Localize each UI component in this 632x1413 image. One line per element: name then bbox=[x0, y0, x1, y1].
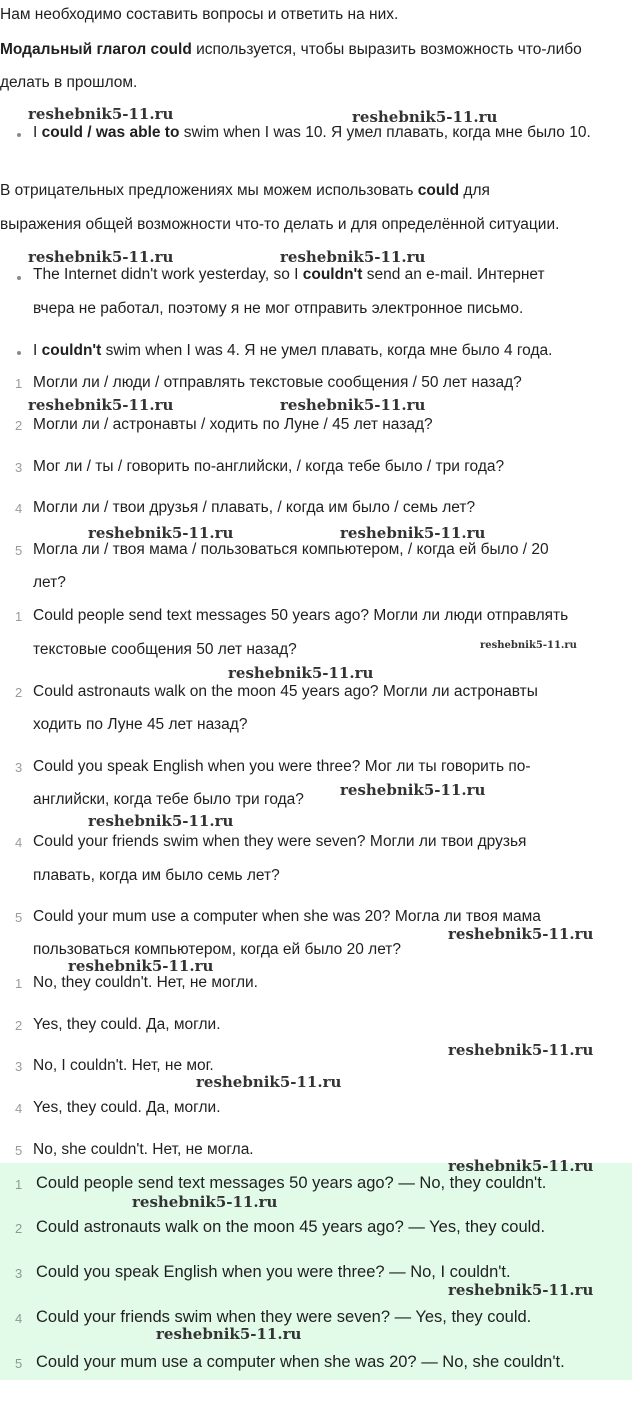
example-2-rest: send an e-mail. Интернет bbox=[362, 266, 545, 283]
watermark: reshebnik5-11.ru bbox=[340, 781, 486, 799]
watermark: reshebnik5-11.ru bbox=[88, 524, 234, 542]
final-number: 1 bbox=[15, 1177, 23, 1192]
question-line2: пользоваться компьютером, когда ей было 20 лет? bbox=[33, 941, 402, 958]
modal-bold: Модальный глагол could bbox=[0, 41, 192, 58]
watermark: reshebnik5-11.ru bbox=[28, 248, 174, 266]
question-line2: плавать, когда им было семь лет? bbox=[33, 867, 280, 884]
example-1 bbox=[33, 124, 591, 142]
prompt-number: 2 bbox=[15, 418, 23, 433]
answer-number: 5 bbox=[15, 1143, 23, 1158]
example-1-pre: I bbox=[33, 124, 42, 141]
modal-line1-rest: используется, чтобы выразить возможность что-либо bbox=[191, 41, 582, 58]
prompt-item: Могли ли / люди / отправлять текстовые сообщения / 50 лет назад? bbox=[33, 374, 522, 391]
watermark: reshebnik5-11.ru bbox=[448, 1281, 594, 1299]
answer-number: 1 bbox=[15, 976, 23, 991]
final-number: 3 bbox=[15, 1266, 23, 1281]
example-3 bbox=[33, 342, 552, 360]
watermark: reshebnik5-11.ru bbox=[280, 396, 426, 414]
answer-number: 4 bbox=[15, 1101, 23, 1116]
prompt-number: 1 bbox=[15, 376, 23, 391]
watermark: reshebnik5-11.ru bbox=[88, 812, 234, 830]
final-item: Could you speak English when you were three? — No, I couldn't. bbox=[36, 1263, 511, 1281]
question-line2: ходить по Луне 45 лет назад? bbox=[33, 716, 248, 733]
question-number: 5 bbox=[15, 910, 23, 925]
bullet-dot bbox=[17, 276, 21, 280]
watermark: reshebnik5-11.ru bbox=[340, 524, 486, 542]
question-line2: текстовые сообщения 50 лет назад? bbox=[33, 641, 297, 658]
example-2-bold: couldn't bbox=[302, 266, 363, 283]
prompt-number: 3 bbox=[15, 460, 23, 475]
example-2-line1 bbox=[33, 266, 545, 284]
prompt-item: Мог ли / ты / говорить по-английски, / когда тебе было / три года? bbox=[33, 458, 505, 475]
watermark: reshebnik5-11.ru bbox=[28, 105, 174, 123]
question-number: 3 bbox=[15, 760, 23, 775]
watermark: reshebnik5-11.ru bbox=[280, 248, 426, 266]
bullet-dot bbox=[17, 133, 21, 137]
question-line1: Could your friends swim when they were seven? Могли ли твои друзья bbox=[33, 833, 527, 850]
example-3-pre: I bbox=[33, 342, 42, 359]
example-1-rest: swim when I was 10. Я умел плавать, когда мне было 10. bbox=[179, 124, 591, 141]
answer-item: No, she couldn't. Нет, не могла. bbox=[33, 1141, 254, 1158]
negative-post: для bbox=[459, 182, 490, 199]
example-2-pre: The Internet didn't work yesterday, so I bbox=[33, 266, 303, 283]
negative-line2: выражения общей возможности что-то делать и для определённой ситуации. bbox=[0, 216, 560, 233]
question-line1: Could you speak English when you were three? Мог ли ты говорить по- bbox=[33, 758, 531, 775]
prompt-number: 4 bbox=[15, 501, 23, 516]
answer-item: Yes, they could. Да, могли. bbox=[33, 1016, 221, 1033]
question-number: 2 bbox=[15, 685, 23, 700]
answer-item: No, they couldn't. Нет, не могли. bbox=[33, 974, 258, 991]
question-number: 1 bbox=[15, 609, 23, 624]
watermark: reshebnik5-11.ru bbox=[352, 108, 498, 126]
answer-number: 3 bbox=[15, 1059, 23, 1074]
prompt-item: Могли ли / астронавты / ходить по Луне / 45 лет назад? bbox=[33, 416, 433, 433]
question-number: 4 bbox=[15, 835, 23, 850]
final-number: 2 bbox=[15, 1221, 23, 1236]
example-3-rest: swim when I was 4. Я не умел плавать, когда мне было 4 года. bbox=[101, 342, 553, 359]
negative-bold: could bbox=[417, 182, 460, 199]
watermark: reshebnik5-11.ru bbox=[480, 640, 577, 651]
watermark: reshebnik5-11.ru bbox=[228, 664, 374, 682]
watermark: reshebnik5-11.ru bbox=[68, 957, 214, 975]
watermark: reshebnik5-11.ru bbox=[196, 1073, 342, 1091]
final-number: 4 bbox=[15, 1311, 23, 1326]
prompt-item: Могли ли / твои друзья / плавать, / когда им было / семь лет? bbox=[33, 499, 476, 516]
final-item: Could people send text messages 50 years ago? — No, they couldn't. bbox=[36, 1174, 547, 1192]
negative-pre: В отрицательных предложениях мы можем использовать bbox=[0, 182, 418, 199]
bullet-dot bbox=[17, 351, 21, 355]
final-item: Could your friends swim when they were seven? — Yes, they could. bbox=[36, 1308, 532, 1326]
final-item: Could astronauts walk on the moon 45 years ago? — Yes, they could. bbox=[36, 1218, 546, 1236]
watermark: reshebnik5-11.ru bbox=[448, 925, 594, 943]
answer-item: No, I couldn't. Нет, не мог. bbox=[33, 1057, 214, 1074]
question-line2: английски, когда тебе было три года? bbox=[33, 791, 304, 808]
intro-text: Нам необходимо составить вопросы и ответить на них. bbox=[0, 6, 399, 23]
question-line1: Could people send text messages 50 years ago? Могли ли люди отправлять bbox=[33, 607, 569, 624]
question-line1: Could astronauts walk on the moon 45 years ago? Могли ли астронавты bbox=[33, 683, 538, 700]
watermark: reshebnik5-11.ru bbox=[448, 1157, 594, 1175]
prompt-number: 5 bbox=[15, 543, 23, 558]
final-number: 5 bbox=[15, 1356, 23, 1371]
example-3-bold: couldn't bbox=[41, 342, 102, 359]
example-2-line2: вчера не работал, поэтому я не мог отправить электронное письмо. bbox=[33, 300, 524, 317]
example-1-bold: could / was able to bbox=[41, 124, 180, 141]
modal-line1 bbox=[0, 41, 582, 59]
watermark: reshebnik5-11.ru bbox=[132, 1193, 278, 1211]
answer-item: Yes, they could. Да, могли. bbox=[33, 1099, 221, 1116]
prompt-item-line2: лет? bbox=[33, 574, 66, 591]
watermark: reshebnik5-11.ru bbox=[448, 1041, 594, 1059]
prompt-item-line1: Могла ли / твоя мама / пользоваться компьютером, / когда ей было / 20 bbox=[33, 541, 549, 558]
modal-line2: делать в прошлом. bbox=[0, 74, 138, 91]
question-line1: Could your mum use a computer when she was 20? Могла ли твоя мама bbox=[33, 908, 541, 925]
watermark: reshebnik5-11.ru bbox=[28, 396, 174, 414]
negative-line1 bbox=[0, 182, 490, 200]
answer-number: 2 bbox=[15, 1018, 23, 1033]
watermark: reshebnik5-11.ru bbox=[156, 1325, 302, 1343]
final-item: Could your mum use a computer when she was 20? — No, she couldn't. bbox=[36, 1353, 565, 1371]
